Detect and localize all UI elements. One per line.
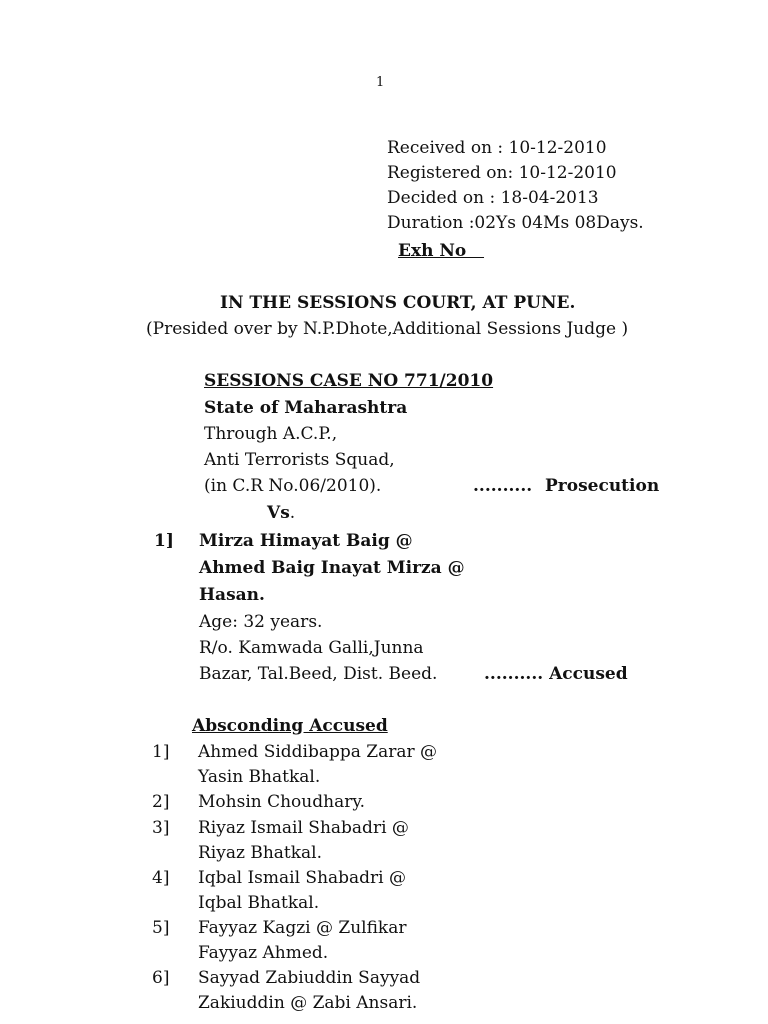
absconding-alias: Zakiuddin @ Zabi Ansari. — [198, 993, 418, 1013]
accused-number: 1] — [154, 531, 174, 551]
prosecution-label: Prosecution — [545, 476, 660, 496]
absconding-alias: Riyaz Bhatkal. — [198, 843, 323, 863]
prosecution-dots: .......... — [473, 476, 533, 496]
absconding-heading: Absconding Accused — [192, 716, 388, 736]
exhibit-number: Exh No — [398, 241, 485, 261]
duration: Duration :02Ys 04Ms 08Days. — [387, 213, 644, 233]
prosecution-state: State of Maharashtra — [204, 398, 408, 418]
prosecution-through: Through A.C.P., — [204, 424, 338, 444]
accused-age: Age: 32 years. — [199, 612, 323, 632]
prosecution-squad: Anti Terrorists Squad, — [204, 450, 395, 470]
absconding-name: Mohsin Choudhary. — [198, 792, 366, 812]
absconding-name: Sayyad Zabiuddin Sayyad — [198, 968, 421, 988]
absconding-number: 5] — [152, 918, 170, 938]
absconding-number: 4] — [152, 868, 170, 888]
decided-date: Decided on : 18-04-2013 — [387, 188, 599, 208]
presided-over: (Presided over by N.P.Dhote,Additional Sessions Judge ) — [146, 319, 629, 339]
absconding-number: 2] — [152, 792, 170, 812]
absconding-name: Riyaz Ismail Shabadri @ — [198, 818, 409, 838]
accused-residence-line1: R/o. Kamwada Galli,Junna — [199, 638, 424, 658]
versus-dot: . — [289, 503, 296, 523]
court-title: IN THE SESSIONS COURT, AT PUNE. — [220, 293, 576, 313]
absconding-number: 3] — [152, 818, 170, 838]
accused-name-line2: Ahmed Baig Inayat Mirza @ — [199, 558, 465, 578]
page-number: 1 — [376, 75, 385, 90]
absconding-alias: Iqbal Bhatkal. — [198, 893, 320, 913]
absconding-name: Iqbal Ismail Shabadri @ — [198, 868, 407, 888]
absconding-name: Fayyaz Kagzi @ Zulfikar — [198, 918, 407, 938]
case-number: SESSIONS CASE NO 771/2010 — [204, 371, 494, 391]
accused-name-line1: Mirza Himayat Baig @ — [199, 531, 413, 551]
registered-date: Registered on: 10-12-2010 — [387, 163, 617, 183]
versus-text: Vs — [267, 503, 290, 523]
absconding-name: Ahmed Siddibappa Zarar @ — [198, 742, 438, 762]
crime-register-number: (in C.R No.06/2010). — [204, 476, 382, 496]
accused-name-line3: Hasan. — [199, 585, 265, 605]
absconding-number: 6] — [152, 968, 170, 988]
absconding-number: 1] — [152, 742, 170, 762]
accused-residence-line2: Bazar, Tal.Beed, Dist. Beed. — [199, 664, 438, 684]
absconding-alias: Fayyaz Ahmed. — [198, 943, 329, 963]
received-date: Received on : 10-12-2010 — [387, 138, 607, 158]
versus — [267, 505, 295, 522]
accused-label: .......... Accused — [484, 664, 628, 684]
absconding-alias: Yasin Bhatkal. — [198, 767, 321, 787]
